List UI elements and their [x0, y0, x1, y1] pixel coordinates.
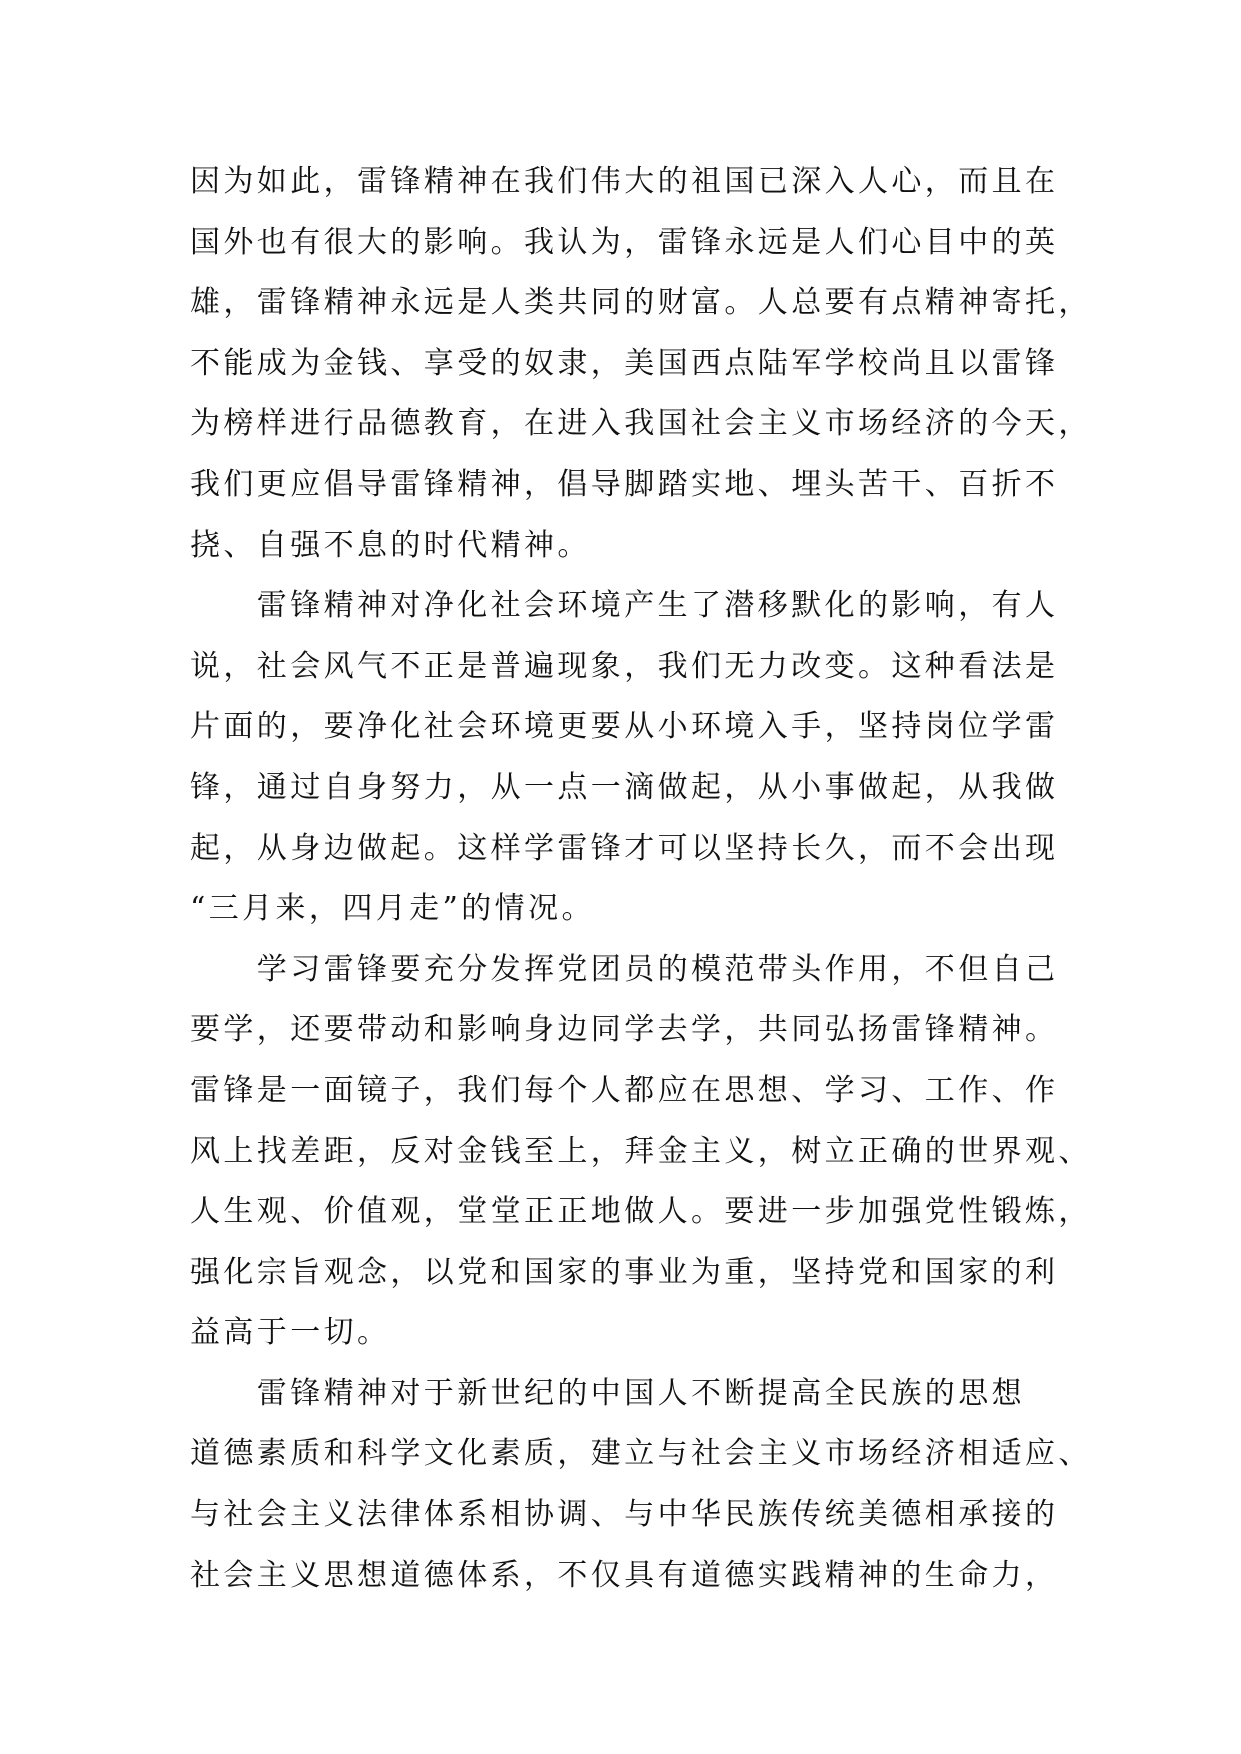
text-line: 雷锋精神对于新世纪的中国人不断提高全民族的思想	[190, 1375, 1025, 1411]
text-line: 强化宗旨观念，以党和国家的事业为重，坚持党和国家的利	[190, 1254, 1059, 1290]
text-line: “三月来，四月走”的情况。	[190, 891, 595, 927]
text-line: 人生观、价值观，堂堂正正地做人。要进一步加强党性锻炼，	[190, 1194, 1092, 1230]
text-line: 片面的，要净化社会环境更要从小环境入手，坚持岗位学雷	[190, 709, 1059, 745]
text-line: 社会主义思想道德体系，不仅具有道德实践精神的生命力，	[190, 1557, 1059, 1593]
text-line: 与社会主义法律体系相协调、与中华民族传统美德相承接的	[190, 1497, 1059, 1533]
text-line: 我们更应倡导雷锋精神，倡导脚踏实地、埋头苦干、百折不	[190, 466, 1059, 502]
text-line: 因为如此，雷锋精神在我们伟大的祖国已深入人心，而且在	[190, 164, 1059, 199]
text-line: 国外也有很大的影响。我认为，雷锋永远是人们心目中的英	[190, 224, 1059, 260]
text-line: 风上找差距，反对金钱至上，拜金主义，树立正确的世界观、	[190, 1133, 1092, 1169]
text-line: 挠、自强不息的时代精神。	[190, 527, 591, 563]
text-line: 道德素质和科学文化素质，建立与社会主义市场经济相适应、	[190, 1436, 1092, 1472]
text-line: 锋，通过自身努力，从一点一滴做起，从小事做起，从我做	[190, 769, 1059, 805]
text-line: 说，社会风气不正是普遍现象，我们无力改变。这种看法是	[190, 648, 1059, 684]
text-line: 起，从身边做起。这样学雷锋才可以坚持长久，而不会出现	[190, 830, 1059, 866]
text-line: 要学，还要带动和影响身边同学去学，共同弘扬雷锋精神。	[190, 1012, 1059, 1048]
text-line: 雷锋精神对净化社会环境产生了潜移默化的影响，有人	[190, 588, 1059, 624]
text-line: 学习雷锋要充分发挥党团员的模范带头作用，不但自己	[190, 951, 1059, 987]
text-line: 不能成为金钱、享受的奴隶，美国西点陆军学校尚且以雷锋	[190, 345, 1059, 381]
text-line: 雄，雷锋精神永远是人类共同的财富。人总要有点精神寄托，	[190, 285, 1092, 321]
text-line: 为榜样进行品德教育，在进入我国社会主义市场经济的今天，	[190, 406, 1092, 442]
body-text	[190, 152, 1092, 1606]
text-line: 益高于一切。	[190, 1315, 391, 1351]
text-line: 雷锋是一面镜子，我们每个人都应在思想、学习、工作、作	[190, 1072, 1059, 1108]
